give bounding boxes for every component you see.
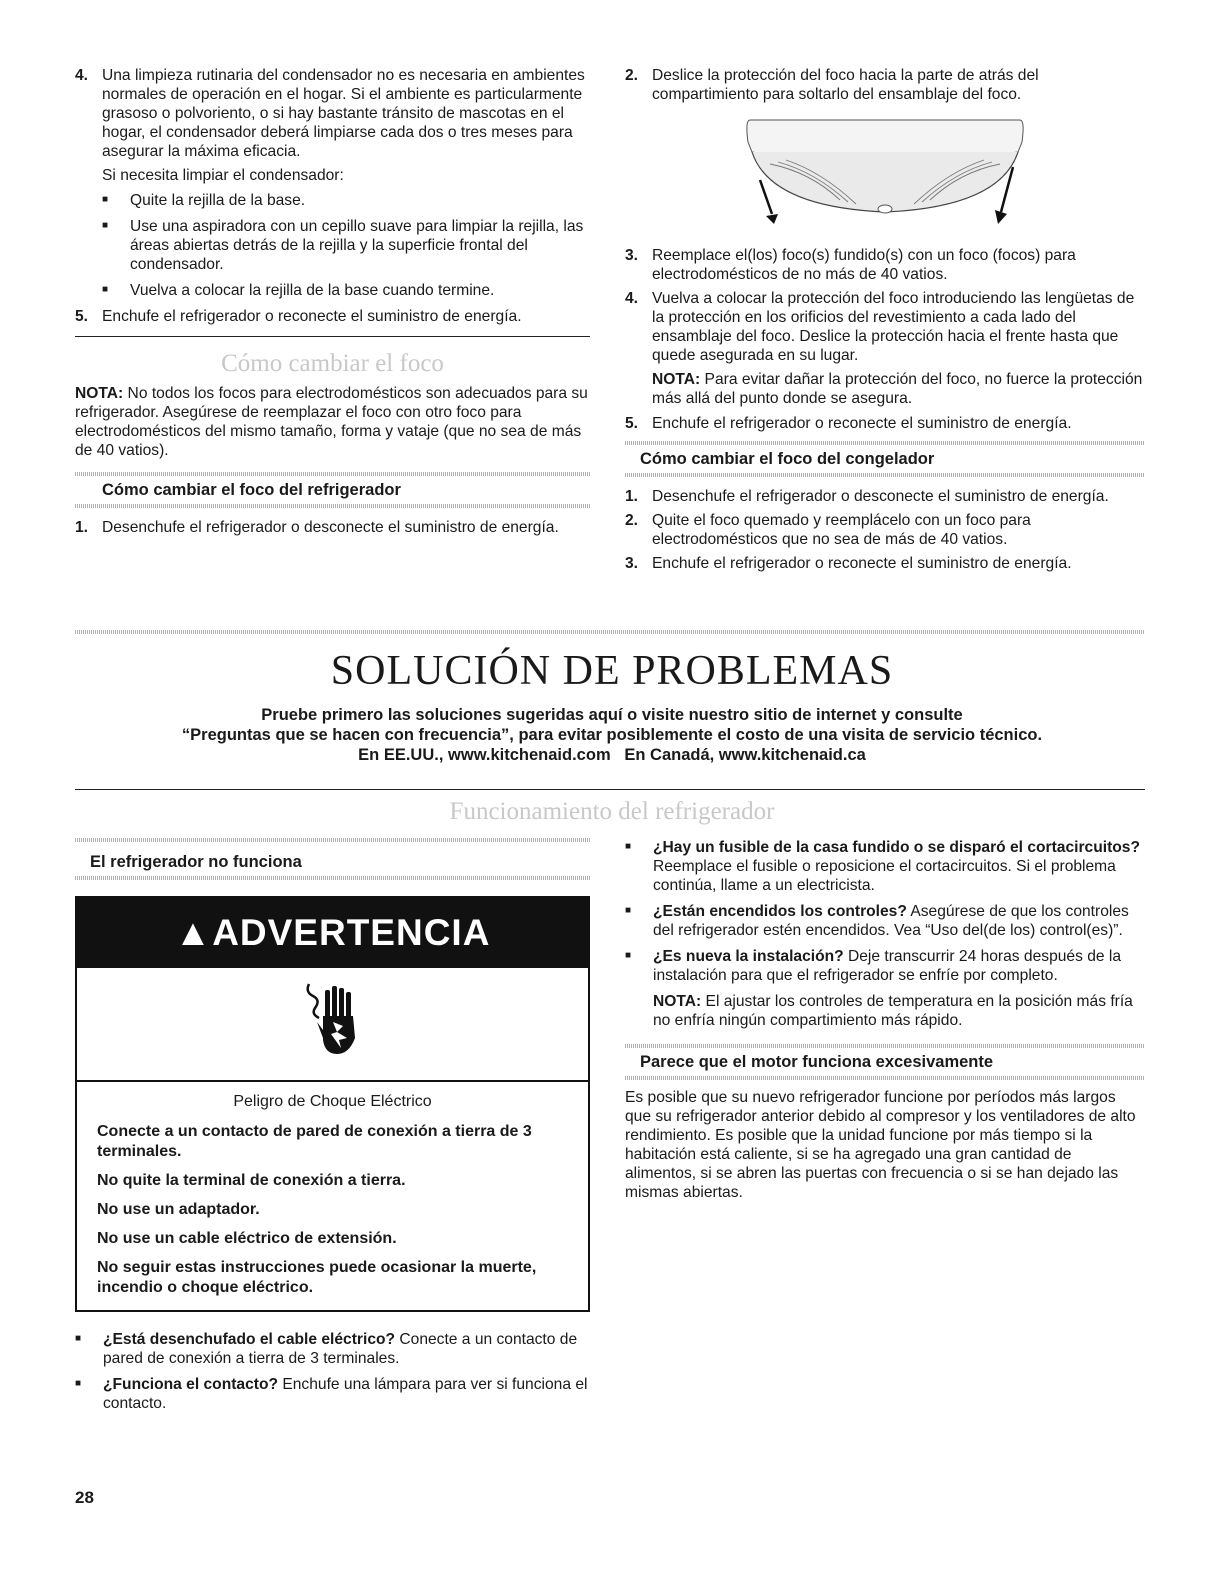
right-bottom-column: [625, 838, 1145, 1202]
item-number: 3.: [625, 247, 639, 265]
item-text: Enchufe el refrigerador o reconecte el suministro de energía.: [102, 308, 522, 326]
subsection-title: Parece que el motor funciona excesivamente: [640, 1053, 994, 1072]
warning-line: No quite la terminal de conexión a tierra.: [97, 1171, 406, 1189]
warning-text: [77, 1082, 588, 1310]
item-number: 2.: [625, 512, 639, 530]
list-item: [625, 947, 1145, 985]
note-text: El ajustar los controles de temperatura en la posición más fría no enfría ningún compartimiento más rápido.: [653, 993, 1133, 1030]
note-paragraph: [75, 384, 590, 460]
list-item: [75, 518, 590, 537]
note-label: NOTA:: [652, 371, 701, 389]
list-item: [625, 554, 1145, 573]
item-number: 3.: [625, 555, 639, 573]
answer: Asegúrese de que los controles del refrigerador estén encendidos. Vea “Uso del(de los) control(es)”.: [653, 903, 1129, 940]
item-number: 5.: [625, 415, 639, 433]
section-title: Cómo cambiar el foco: [221, 350, 444, 378]
list-item: [75, 1375, 590, 1413]
square-bullet-icon: ■: [102, 284, 109, 296]
list-item: [75, 307, 590, 326]
warning-triangle-icon: ▲: [174, 912, 213, 954]
right-top-column: [625, 66, 1145, 578]
warning-icon-area: [77, 978, 588, 1082]
warning-title: ADVERTENCIA: [212, 912, 491, 954]
note-label: NOTA:: [75, 384, 124, 402]
square-bullet-icon: ■: [625, 841, 632, 852]
section-title: Funcionamiento del refrigerador: [449, 798, 775, 825]
subsection-title: Cómo cambiar el foco del refrigerador: [102, 480, 401, 499]
bullet-text: [653, 902, 1145, 940]
warning-line: Conecte a un contacto de pared de conexión a tierra de 3 terminales.: [97, 1122, 532, 1160]
list-item: [102, 191, 590, 210]
left-bottom-column: [75, 838, 590, 1420]
square-bullet-icon: ■: [625, 905, 632, 917]
sub-text: Si necesita limpiar el condensador:: [102, 167, 344, 185]
note-label: NOTA:: [653, 993, 702, 1011]
question: ¿Hay un fusible de la casa fundido o se disparó el cortacircuitos?: [653, 839, 1140, 856]
item-text: Reemplace el(los) foco(s) fundido(s) con un foco (focos) para electrodomésticos de no más de 40 vatios.: [652, 247, 1076, 284]
subsection-title: Cómo cambiar el foco del congelador: [640, 450, 935, 469]
dotted-divider: [625, 1076, 1145, 1080]
warning-line: No use un cable eléctrico de extensión.: [97, 1229, 397, 1247]
answer: Reemplace el fusible o reposicione el cortacircuitos. Si el problema continúa, llame a un electricista.: [653, 858, 1116, 895]
item-number: 5.: [75, 308, 89, 326]
paragraph: Es posible que su nuevo refrigerador funcione por períodos más largos que su refrigerador anterior debido al compresor y los ventiladores de alto rendimiento. Es posible que la unidad funcione por más tiempo si la habitación está caliente, si se ha agregado una gran cantidad de alimentos, si se abren las puertas con frecuencia o si se han dejado las mismas abiertas.: [625, 1089, 1136, 1202]
warning-lead: Peligro de Choque Eléctrico: [233, 1093, 432, 1111]
list-item: [625, 487, 1145, 506]
question: ¿Es nueva la instalación?: [653, 948, 844, 966]
intro-line: “Preguntas que se hacen con frecuencia”, para evitar posiblemente el costo de una visita de servicio técnico.: [181, 725, 1043, 744]
page-number: 28: [75, 1488, 94, 1507]
item-text: Quite el foco quemado y reemplácelo con un foco para electrodomésticos que no sea de más de 40 vatios.: [652, 512, 1031, 549]
question: ¿Están encendidos los controles?: [653, 903, 907, 921]
note-paragraph: [653, 992, 1145, 1030]
bullet-text: [653, 947, 1145, 985]
item-text: Desenchufe el refrigerador o desconecte el suministro de energía.: [102, 518, 559, 536]
subsection-title: El refrigerador no funciona: [90, 853, 302, 871]
dotted-divider: [625, 473, 1145, 477]
square-bullet-icon: ■: [75, 1332, 82, 1344]
square-bullet-icon: ■: [625, 950, 632, 962]
bullet-text: [103, 1375, 590, 1413]
answer: Deje transcurrir 24 horas después de la instalación para que el refrigerador se enfríe por completo.: [653, 948, 1122, 985]
list-item: [102, 281, 590, 300]
list-item: [625, 838, 1145, 895]
square-bullet-icon: ■: [75, 1377, 82, 1389]
bullet-text: Use una aspiradora con un cepillo suave para limpiar la rejilla, las áreas abiertas detrás de la rejilla y la superficie frontal del condensador.: [130, 218, 584, 274]
lamp-shield-illustration: [730, 112, 1040, 232]
section-divider: [75, 789, 1145, 790]
bullet-text: [103, 1330, 590, 1368]
item-number: 1.: [75, 518, 89, 536]
answer: Conecte a un contacto de pared de conexión a tierra de 3 terminales.: [103, 1330, 578, 1367]
list-item: [625, 289, 1145, 365]
bullet-text: [653, 838, 1145, 895]
intro-text: [0, 706, 1224, 765]
item-number: 4.: [75, 67, 89, 84]
section-divider: [75, 336, 590, 337]
dotted-divider: [75, 876, 590, 880]
list-item: [75, 1330, 590, 1368]
warning-line: No use un adaptador.: [97, 1200, 260, 1218]
left-top-column: [75, 66, 590, 542]
dotted-divider: [75, 630, 1145, 634]
item-text: Vuelva a colocar la protección del foco introduciendo las lengüetas de la protección en los orificios del revestimiento a cada lado del ensamblaje del foco. Deslice la protección hacia el frente hasta que quede asegurada en su lugar.: [652, 290, 1135, 365]
item-number: 2.: [625, 67, 639, 84]
note-text: Para evitar dañar la protección del foco, no fuerce la protección más allá del punto donde se asegura.: [652, 371, 1143, 408]
list-item: [625, 66, 1145, 104]
bullet-text: Quite la rejilla de la base.: [130, 192, 306, 210]
warning-header: [77, 898, 588, 968]
item-text: Desenchufe el refrigerador o desconecte el suministro de energía.: [652, 488, 1109, 506]
square-bullet-icon: ■: [102, 220, 109, 232]
page-title: SOLUCIÓN DE PROBLEMAS: [330, 648, 894, 694]
square-bullet-icon: ■: [102, 194, 109, 206]
answer: Enchufe una lámpara para ver si funciona el contacto.: [103, 1375, 588, 1412]
item-number: 4.: [625, 290, 639, 308]
intro-links: En EE.UU., www.kitchenaid.com En Canadá, www.kitchenaid.ca: [358, 745, 866, 764]
list-item: [625, 246, 1145, 284]
list-item: [625, 511, 1145, 549]
warning-box: [75, 896, 590, 1312]
list-item: [75, 66, 590, 161]
warning-line: No seguir estas instrucciones puede ocasionar la muerte, incendio o choque eléctrico.: [97, 1258, 537, 1296]
item-text: Una limpieza rutinaria del condensador no es necesaria en ambientes normales de operación en el hogar. Si el ambiente es particularmente grasoso o polvoriento, o si hay bastante tránsito de mascotas en el hogar, el condensador deberá limpiarse cada dos o tres meses para asegurar la máxima eficacia.: [102, 67, 585, 161]
item-number: 1.: [625, 488, 639, 506]
electric-shock-icon: [303, 978, 363, 1058]
item-text: Enchufe el refrigerador o reconecte el suministro de energía.: [652, 555, 1072, 573]
list-item: [625, 414, 1145, 433]
list-item: [102, 217, 590, 274]
note-text: No todos los focos para electrodomésticos son adecuados para su refrigerador. Asegúrese de reemplazar el foco con otro foco para electrodomésticos del mismo tamaño, forma y vataje (que no sea de más de 40 vatios).: [75, 384, 588, 459]
intro-line: Pruebe primero las soluciones sugeridas aquí o visite nuestro sitio de internet y consulte: [261, 706, 963, 724]
bullet-text: Vuelva a colocar la rejilla de la base cuando termine.: [130, 282, 495, 300]
question: ¿Funciona el contacto?: [103, 1375, 279, 1393]
note-paragraph: [652, 370, 1145, 408]
list-item: [625, 902, 1145, 940]
question: ¿Está desenchufado el cable eléctrico?: [103, 1330, 396, 1348]
item-text: Enchufe el refrigerador o reconecte el suministro de energía.: [652, 415, 1072, 433]
bullet-list: [75, 1330, 590, 1413]
item-text: Deslice la protección del foco hacia la parte de atrás del compartimiento para soltarlo del ensamblaje del foco.: [652, 67, 1039, 104]
dotted-divider: [75, 504, 590, 508]
